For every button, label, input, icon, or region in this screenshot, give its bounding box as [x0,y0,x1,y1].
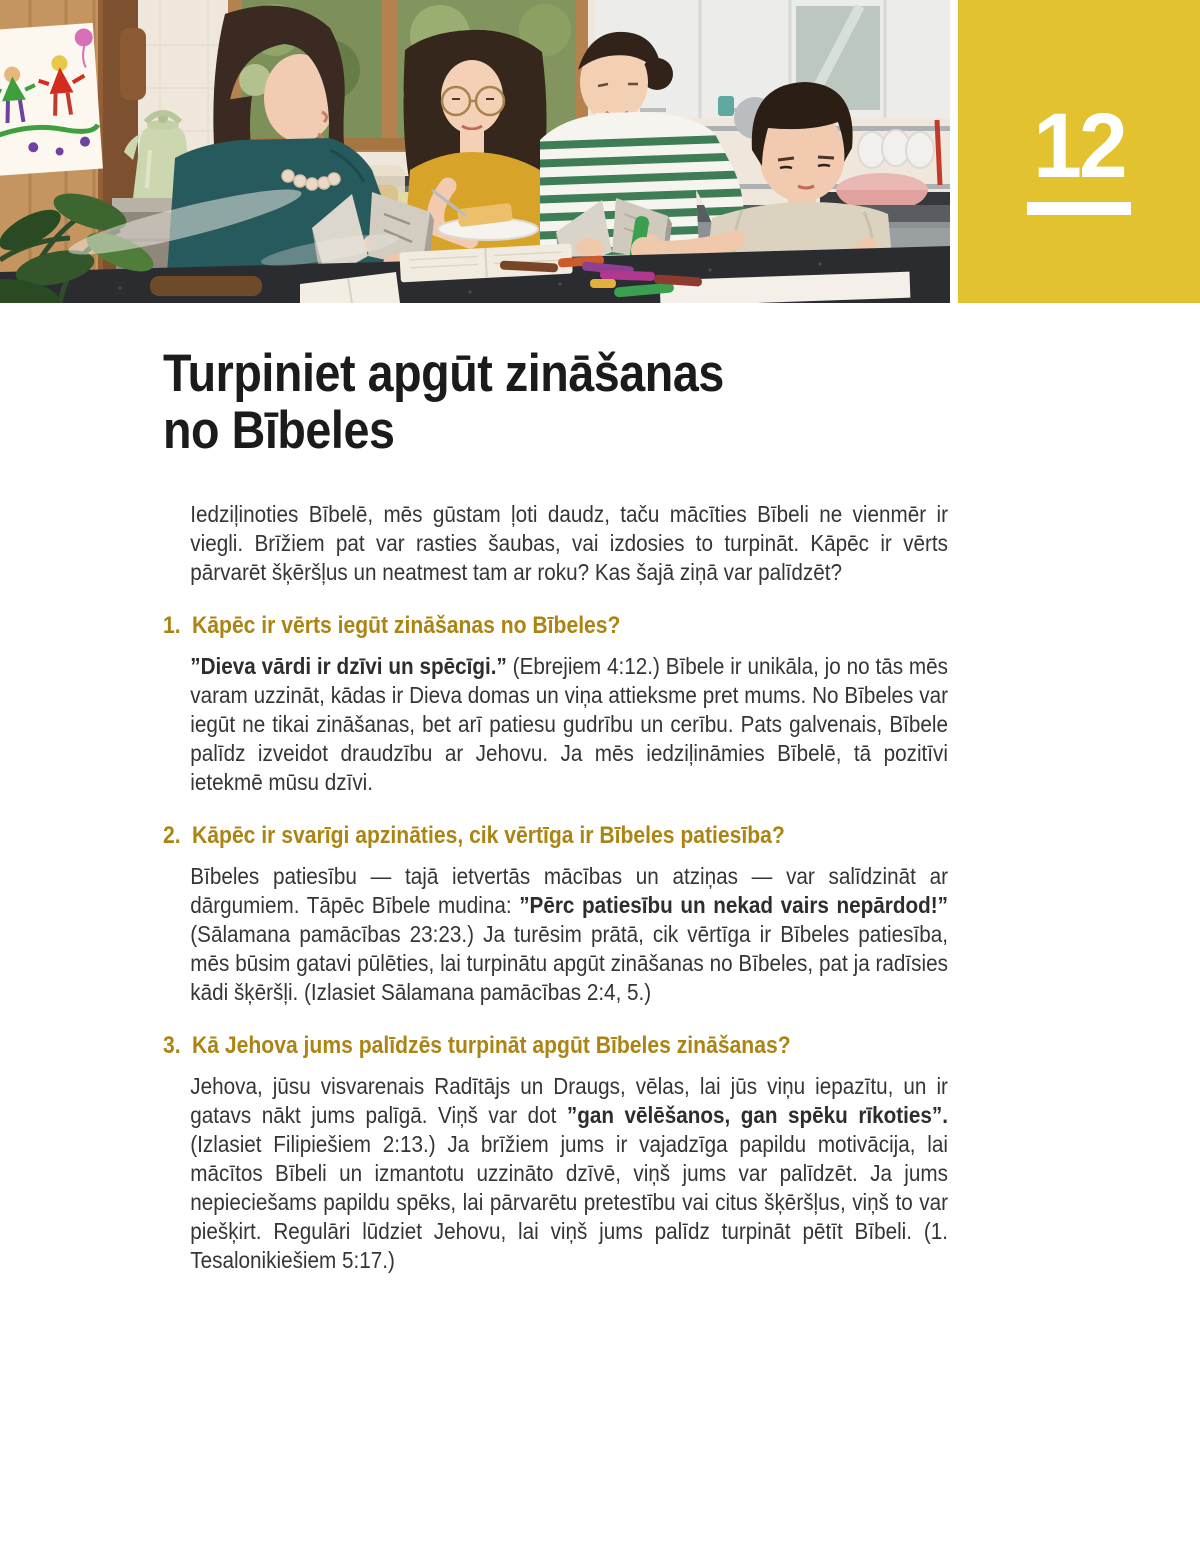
answer-1-paragraph: ”Dieva vārdi ir dzīvi un spēcīgi.” (Ebrejiem 4:12.) Bībele ir unikāla, jo no tās mēs varam uzzināt, kādas ir Dieva domas un viņa attieksme pret mums. No Bībeles var iegūt ne tikai zināšanas, bet arī patiesu gudrību un cerību. Pats galvenais, Bībele palīdz izveidot draudzību ar Jehovu. Ja mēs iedziļināmies Bībelē, tā pozitīvi ietekmē mūsu dzīvi. [190,653,948,795]
family-study-photo [0,0,950,303]
page-title-line-2: no Bībeles [163,401,395,460]
question-2-number: 2. [163,822,181,849]
answer-3-paragraph: Jehova, jūsu visvarenais Radītājs un Draugs, vēlas, lai jūs viņu iepazītu, un ir gatavs nākt jums palīgā. Viņš var dot ”gan vēlēšanos, gan spēku rīkoties”. (Izlasiet Filipiešiem 2:13.) Ja brīžiem jums ir vajadzīga papildu motivācija, lai mācītos Bībeli un izmantotu uzzināto dzīvē, viņš jums var palīdzēt. Ja jums nepieciešams papildu spēks, lai pārvarētu pretestību vai citus šķēršļus, viņš to var piešķirt. Regulāri lūdziet Jehovu, lai viņš jums palīdz turpināt pētīt Bībeli. (1. Tesalonikiešiem 5:17.) [190,1073,948,1273]
lesson-number-underline [1027,202,1131,215]
lesson-number: 12 [1033,95,1125,197]
lesson-content [163,345,955,1275]
question-1-heading [163,611,948,640]
child-drawing [0,23,103,176]
question-1-number: 1. [163,612,181,639]
answer-2-paragraph: Bībeles patiesību — tajā ietvertās mācības un atziņas — var salīdzināt ar dārgumiem. Tāpēc Bībele mudina: ”Pērc patiesību un nekad vairs nepārdod!” (Sālamana pamācības 23:23.) Ja turēsim prātā, cik vērtīga ir Bībeles patiesība, mēs būsim gatavi pūlēties, lai turpinātu apgūt zināšanas no Bībeles, pat ja radīsies kādi šķēršļi. (Izlasiet Sālamana pamācības 2:4, 5.) [190,863,948,1005]
question-1-text: Kāpēc ir vērts iegūt zināšanas no Bībeles? [192,612,621,639]
family-study-photo-illustration [0,0,950,303]
intro-paragraph: Iedziļinoties Bībelē, mēs gūstam ļoti daudz, taču mācīties Bībeli ne vienmēr ir viegli. Brīžiem pat var rasties šaubas, vai izdosies to turpināt. Kāpēc ir vērts pārvarēt šķēršļus un neatmest tam ar roku? Kas šajā ziņā var palīdzēt? [190,501,948,585]
page-title [163,345,955,459]
question-2-text: Kāpēc ir svarīgi apzināties, cik vērtīga ir Bībeles patiesība? [192,822,785,849]
hero-header [0,0,1200,303]
page-title-line-1: Turpiniet apgūt zināšanas [163,344,724,403]
question-3-text: Kā Jehova jums palīdzēs turpināt apgūt Bībeles zināšanas? [192,1032,791,1059]
question-3-number: 3. [163,1032,181,1059]
question-2-heading [163,821,948,850]
lesson-number-badge [958,0,1200,303]
question-3-heading [163,1031,948,1060]
